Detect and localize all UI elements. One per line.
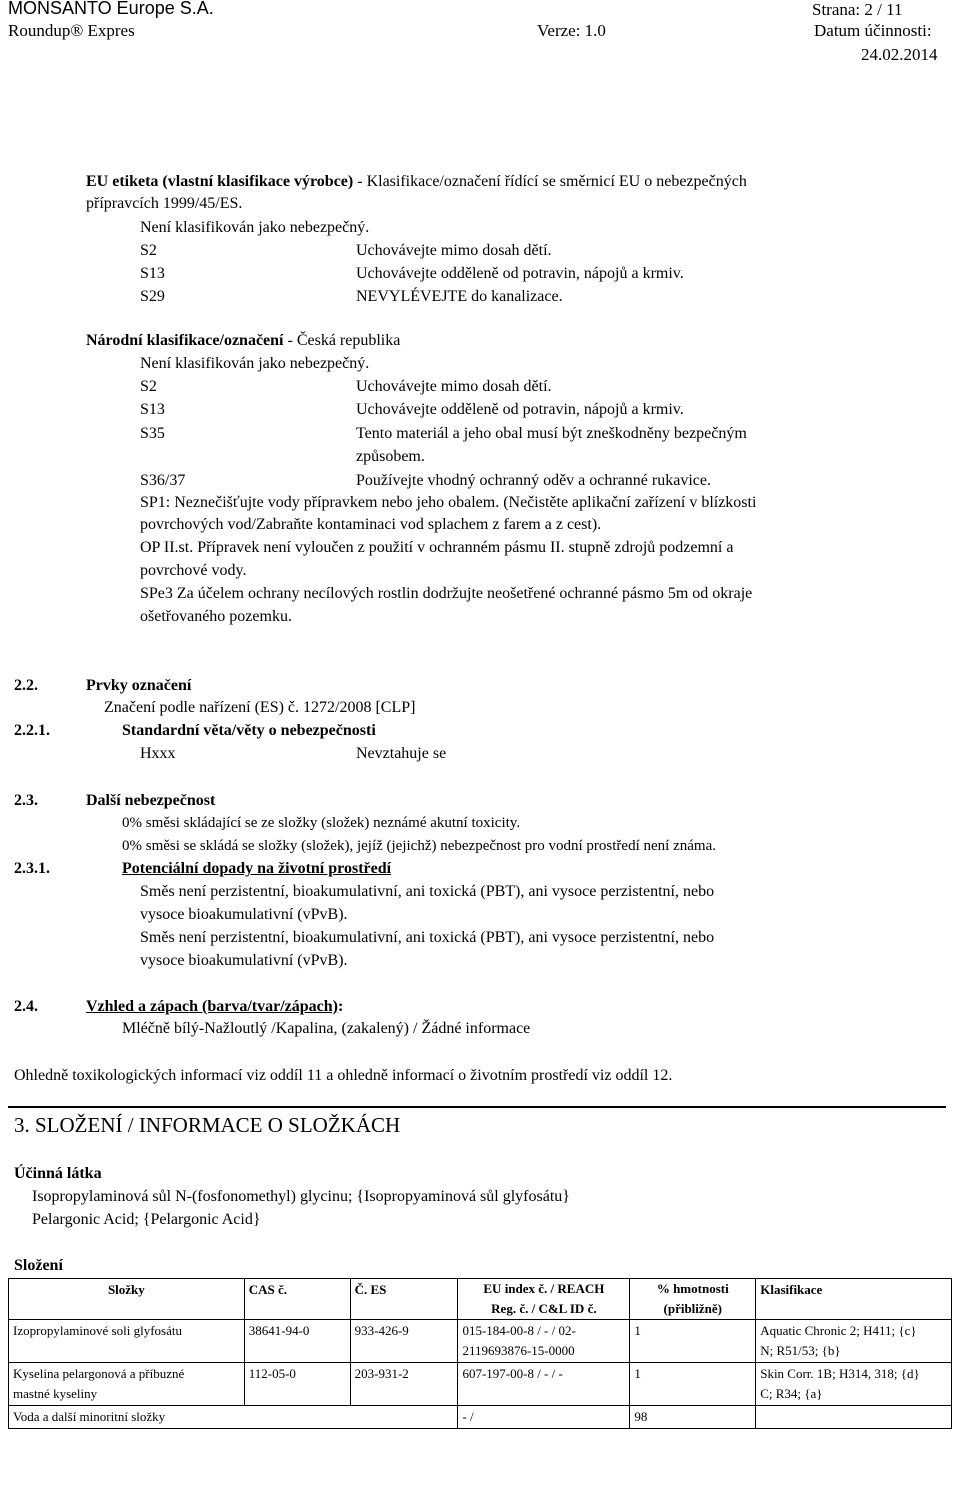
- component-name: Kyselina pelargonová a příbuzné mastné kyseliny: [9, 1363, 245, 1406]
- phrase-text: Uchovávejte mimo dosah dětí.: [356, 242, 552, 259]
- eu-status: Není klasifikován jako nebezpečný.: [140, 219, 370, 236]
- phrase-code: S29: [140, 288, 165, 305]
- composition-table: [8, 1278, 952, 1429]
- appearance-text: Mléčně bílý-Nažloutlý /Kapalina, (zakalený) / Žádné informace: [122, 1020, 531, 1037]
- ec-number: 203-931-2: [350, 1363, 458, 1406]
- phrase-code: S13: [140, 401, 165, 418]
- phrase-text: Uchovávejte odděleně od potravin, nápojů a krmiv.: [356, 401, 684, 418]
- hazard-text: Nevztahuje se: [356, 745, 447, 762]
- phrase-code: S35: [140, 425, 165, 442]
- hazard-code: Hxxx: [140, 745, 176, 762]
- component-name: Izopropylaminové soli glyfosátu: [9, 1320, 245, 1363]
- component-name: Voda a další minoritní složky: [9, 1406, 458, 1429]
- classification: [756, 1406, 952, 1429]
- phrase-code: S2: [140, 242, 157, 259]
- phrase-code: S2: [140, 378, 157, 395]
- cas-number: 112-05-0: [244, 1363, 350, 1406]
- table-row: [9, 1406, 952, 1429]
- date-label: Datum účinnosti:: [814, 21, 932, 40]
- section-text: Směs není perzistentní, bioakumulativní, ani toxická (PBT), ani vysoce perzistentní, nebo: [140, 929, 715, 946]
- cas-number: 38641-94-0: [244, 1320, 350, 1363]
- phrase-code: S36/37: [140, 472, 186, 489]
- ec-number: 933-426-9: [350, 1320, 458, 1363]
- section-text: Značení podle nařízení (ES) č. 1272/2008 [CLP]: [104, 699, 416, 716]
- active-substance-text: Pelargonic Acid; {Pelargonic Acid}: [32, 1211, 261, 1228]
- national-title: Národní klasifikace/označení - Česká republika: [86, 332, 401, 349]
- section-number: 2.2.1.: [14, 722, 50, 739]
- column-header: EU index č. / REACH Reg. č. / C&L ID č.: [458, 1279, 630, 1320]
- index-number: - /: [458, 1406, 630, 1429]
- section-divider: [8, 1106, 946, 1108]
- weight-percent: 1: [630, 1320, 756, 1363]
- sp1-text: SP1: Neznečišťujte vody přípravkem nebo jeho obalem. (Nečistěte aplikační zařízení v blízkosti: [140, 494, 757, 511]
- phrase-text-cont: způsobem.: [356, 448, 425, 465]
- section-title: Standardní věta/věty o nebezpečnosti: [122, 722, 376, 739]
- column-header: Č. ES: [350, 1279, 458, 1320]
- section-text: vysoce bioakumulativní (vPvB).: [140, 952, 348, 969]
- spe3-text: SPe3 Za účelem ochrany necílových rostlin dodržujte neošetřené ochranné pásmo 5m od okraje: [140, 585, 753, 602]
- section-text: Směs není perzistentní, bioakumulativní, ani toxická (PBT), ani vysoce perzistentní, nebo: [140, 883, 715, 900]
- product-name: Roundup® Expres: [8, 21, 135, 40]
- column-header: % hmotnosti (přibližně): [630, 1279, 756, 1320]
- reference-note: Ohledně toxikologických informací viz oddíl 11 a ohledně informací o životním prostředí viz oddíl 12.: [14, 1067, 673, 1084]
- op-text-cont: povrchové vody.: [140, 562, 247, 579]
- op-text: OP II.st. Přípravek není vyloučen z použití v ochranném pásmu II. stupně zdrojů podzemní a: [140, 539, 734, 556]
- section-number: 2.2.: [14, 677, 38, 694]
- classification: Skin Corr. 1B; H314, 318; {d} C; R34; {a}: [756, 1363, 952, 1406]
- table-header-row: [9, 1279, 952, 1320]
- table-row: [9, 1363, 952, 1406]
- spe3-text-cont: ošetřovaného pozemku.: [140, 608, 292, 625]
- phrase-text: Uchovávejte mimo dosah dětí.: [356, 378, 552, 395]
- section-number: 2.3.1.: [14, 860, 50, 877]
- phrase-code: S13: [140, 265, 165, 282]
- index-number: 607-197-00-8 / - / -: [458, 1363, 630, 1406]
- version: Verze: 1.0: [537, 21, 606, 40]
- page-number: Strana: 2 / 11: [812, 0, 903, 19]
- section-number: 2.4.: [14, 998, 38, 1015]
- phrase-text: Uchovávejte odděleně od potravin, nápojů a krmiv.: [356, 265, 684, 282]
- section-title: Vzhled a zápach (barva/tvar/zápach):: [86, 998, 344, 1015]
- weight-percent: 98: [630, 1406, 756, 1429]
- phrase-text: Tento materiál a jeho obal musí být zneškodněny bezpečným: [356, 425, 747, 442]
- section-text: 0% směsi se skládá se složky (složek), jejíž (jejichž) nebezpečnost pro vodní prostředí není známa.: [122, 838, 716, 854]
- active-substance-text: Isopropylaminová sůl N-(fosfonomethyl) glycinu; {Isopropyaminová sůl glyfosátu}: [32, 1188, 570, 1205]
- company-name: MONSANTO Europe S.A.: [8, 0, 214, 18]
- section-3-title: 3. SLOŽENÍ / INFORMACE O SLOŽKÁCH: [14, 1113, 401, 1137]
- section-number: 2.3.: [14, 792, 38, 809]
- classification: Aquatic Chronic 2; H411; {c} N; R51/53; {b}: [756, 1320, 952, 1363]
- section-title: Potenciální dopady na životní prostředí: [122, 860, 392, 877]
- column-header: Klasifikace: [756, 1279, 952, 1320]
- sp1-text-cont: povrchových vod/Zabraňte kontaminaci vod splachem z farem a z cest).: [140, 516, 602, 533]
- eu-label-title-cont: přípravcích 1999/45/ES.: [86, 195, 243, 212]
- section-text: 0% směsi skládající se ze složky (složek) neznámé akutní toxicity.: [122, 815, 521, 831]
- section-title: Další nebezpečnost: [86, 792, 216, 809]
- phrase-text: NEVYLÉVEJTE do kanalizace.: [356, 288, 563, 305]
- phrase-text: Používejte vhodný ochranný oděv a ochranné rukavice.: [356, 472, 711, 489]
- index-number: 015-184-00-8 / - / 02-2119693876-15-0000: [458, 1320, 630, 1363]
- composition-title: Složení: [14, 1257, 63, 1274]
- weight-percent: 1: [630, 1363, 756, 1406]
- table-row: [9, 1320, 952, 1363]
- section-title: Prvky označení: [86, 677, 192, 694]
- column-header: CAS č.: [244, 1279, 350, 1320]
- effective-date: 24.02.2014: [861, 45, 938, 64]
- active-substance-title: Účinná látka: [14, 1165, 102, 1182]
- eu-label-title: EU etiketa (vlastní klasifikace výrobce) - Klasifikace/označení řídící se směrnicí EU o nebezpečných: [86, 173, 747, 190]
- section-text: vysoce bioakumulativní (vPvB).: [140, 906, 348, 923]
- column-header: Složky: [9, 1279, 245, 1320]
- national-status: Není klasifikován jako nebezpečný.: [140, 355, 370, 372]
